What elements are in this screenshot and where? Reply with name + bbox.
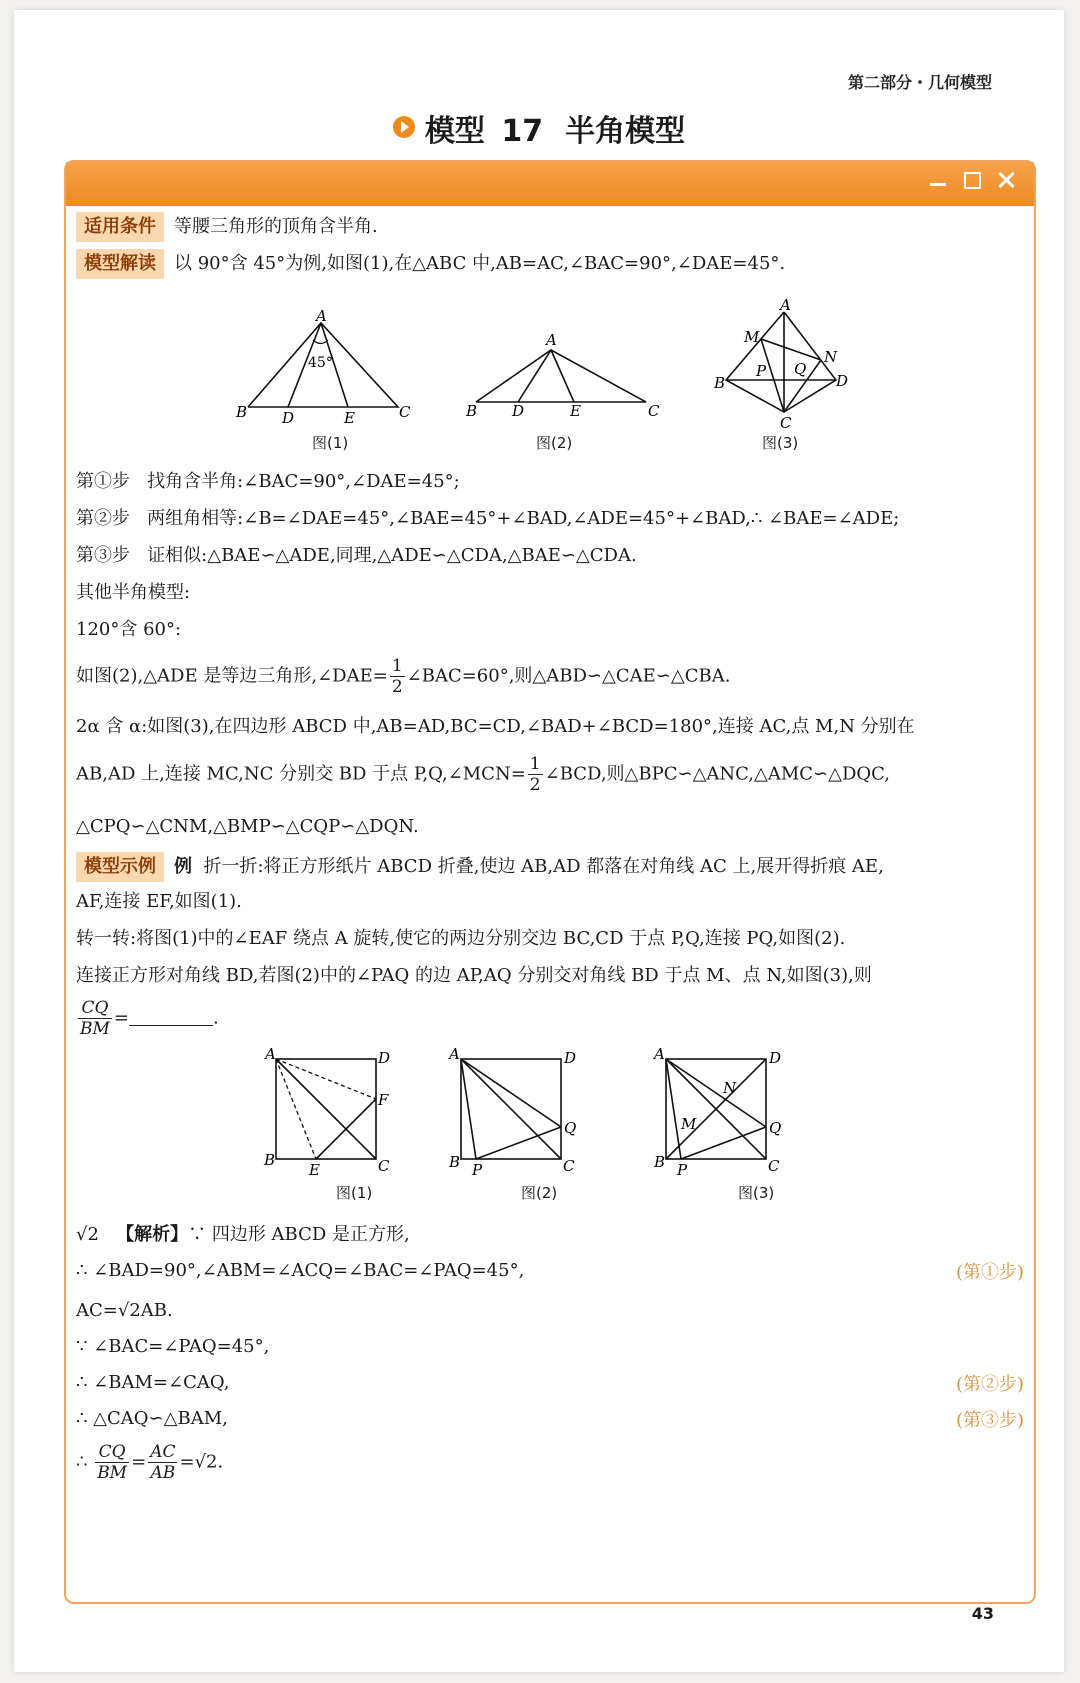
solution-frac-2 (148, 1442, 177, 1483)
case2a-line1: 2α 含 α:如图(3),在四边形 ABCD 中,AB=AD,BC=CD,∠BAD+∠BCD=180°,连接 AC,点 M,N 分别在 (76, 716, 915, 737)
fig-b2-label-Q: Q (564, 1119, 577, 1137)
fig1-label-A: A (316, 307, 327, 325)
fig-b2-label-D: D (564, 1049, 577, 1067)
window-controls (928, 170, 1016, 190)
example-lead: 例 (174, 856, 192, 877)
example-line1 (76, 852, 884, 882)
fig-b1-label-E: E (309, 1161, 320, 1179)
interpret-line (76, 249, 785, 279)
fig-b2-label-A: A (449, 1045, 460, 1063)
solution-frac-1-num: CQ (95, 1442, 129, 1463)
solution-step-tag-3: (第③步) (955, 1410, 1024, 1431)
case2a-line3: △CPQ∽△CNM,△BMP∽△CQP∽△DQN. (76, 816, 419, 837)
fig-b1-label-C: C (378, 1157, 390, 1175)
example-tag: 模型示例 (76, 852, 164, 882)
solution-line1 (76, 1222, 410, 1248)
example-question: $\frac{CQ}{BM}$ = . (80, 998, 219, 1039)
case2a-pre: AB,AD 上,连接 MC,NC 分别交 BD 于点 P,Q,∠MCN= (76, 763, 526, 785)
model-box (64, 160, 1036, 1604)
fig2-label-E: E (570, 402, 581, 420)
solution-frac-1-den: BM (97, 1463, 128, 1483)
fig-top-caption-1: 图(1) (312, 434, 349, 452)
fig3-label-Q: Q (794, 360, 807, 378)
minimize-icon[interactable] (928, 170, 948, 190)
case2a-frac-num: 1 (529, 754, 541, 774)
figure-bottom-1 (261, 1047, 406, 1182)
solution-l1: ∵ 四边形 ABCD 是正方形, (188, 1224, 410, 1245)
fig-bottom-caption-3: 图(3) (738, 1184, 775, 1202)
case120-frac-num: 1 (391, 656, 403, 676)
fig-b3-label-N: N (723, 1079, 737, 1097)
figure-bottom-2 (446, 1047, 591, 1182)
fig1-label-45: 45° (308, 355, 333, 371)
figure-bottom-3 (651, 1047, 796, 1182)
fig1-label-C: C (399, 403, 411, 421)
fig3-label-M: M (744, 328, 760, 346)
step-2 (76, 506, 899, 532)
case2a-line2 (76, 754, 890, 795)
fig-b3-label-Q: Q (769, 1119, 782, 1137)
interpret-text: 以 90°含 45°为例,如图(1),在△ABC 中,AB=AC,∠BAC=90°,∠DAE=45°. (174, 253, 786, 274)
case120-frac-den: 2 (391, 677, 403, 697)
solution-head: 【解析】 (116, 1224, 189, 1245)
fig2-label-B: B (466, 402, 478, 420)
question-eq: = (113, 1007, 129, 1029)
page (14, 10, 1064, 1672)
fig3-label-B: B (714, 374, 726, 392)
fig-b3-label-A: A (654, 1045, 665, 1063)
fig2-label-A: A (546, 331, 557, 349)
case120-post: ∠BAC=60°,则△ABD∽△CAE∽△CBA. (406, 665, 731, 687)
case120-fraction (390, 656, 405, 697)
fig3-label-C: C (780, 414, 792, 432)
case2a-fraction (528, 754, 543, 795)
question-fraction (78, 998, 112, 1039)
step-1-text: 找角含半角:∠BAC=90°,∠DAE=45°; (147, 471, 460, 492)
fig-b3-label-C: C (768, 1157, 780, 1175)
case120-line (76, 656, 730, 697)
step-3-text: 证相似:△BAE∽△ADE,同理,△ADE∽△CDA,△BAE∽△CDA. (147, 545, 637, 566)
fig3-label-P: P (756, 362, 767, 380)
fig3-label-D: D (836, 372, 849, 390)
close-icon[interactable] (996, 170, 1016, 190)
step-2-text: 两组角相等:∠B=∠DAE=45°,∠BAE=45°+∠BAD,∠ADE=45°+∠BAD,∴ ∠BAE=∠ADE; (147, 508, 900, 529)
fig-b1-label-A: A (265, 1045, 276, 1063)
solution-line7 (76, 1442, 223, 1483)
fig-b1-label-F: F (378, 1091, 389, 1109)
fig1-label-E: E (344, 409, 355, 427)
fig-b2-label-P: P (472, 1161, 483, 1179)
fig-b2-label-B: B (449, 1153, 461, 1171)
fig1-label-D: D (282, 409, 295, 427)
solution-frac-2-num: AC (150, 1442, 176, 1462)
fig-b3-label-M: M (681, 1115, 697, 1133)
solution-step-tag-1: (第①步) (955, 1262, 1024, 1283)
step-1 (76, 469, 460, 495)
example-line4: 连接正方形对角线 BD,若图(2)中的∠PAQ 的边 AP,AQ 分别交对角线 BD 于点 M、点 N,如图(3),则 (76, 965, 872, 986)
fig-top-caption-2: 图(2) (536, 434, 573, 452)
figure-top-1 (236, 307, 426, 427)
fig2-label-C: C (648, 402, 660, 420)
fig-b2-label-C: C (563, 1157, 575, 1175)
fig-b3-label-D: D (769, 1049, 782, 1067)
fig-b3-label-B: B (654, 1153, 666, 1171)
solution-frac-2-den: AB (150, 1463, 176, 1483)
solution-frac-1 (95, 1442, 129, 1483)
fig-b1-label-B: B (264, 1151, 276, 1169)
step-3-label: 第③步 (76, 545, 130, 566)
solution-result: =√2. (179, 1451, 224, 1473)
other-title: 其他半角模型: (76, 582, 191, 603)
conditions-tag: 适用条件 (76, 212, 164, 242)
fig-b3-label-P: P (677, 1161, 688, 1179)
conditions-line (76, 212, 378, 242)
step-2-label: 第②步 (76, 508, 130, 529)
answer-blank[interactable] (129, 1007, 213, 1026)
fig3-label-N: N (824, 348, 838, 366)
fig-bottom-caption-2: 图(2) (521, 1184, 558, 1202)
question-frac-den: BM (80, 1019, 110, 1039)
case120-pre: 如图(2),△ADE 是等边三角形,∠DAE= (76, 665, 388, 687)
fig-b1-label-D: D (378, 1049, 391, 1067)
page-number: 43 (971, 1604, 994, 1623)
conditions-text: 等腰三角形的顶角含半角. (174, 216, 378, 237)
page-title (14, 106, 1064, 150)
step-1-label: 第①步 (76, 471, 130, 492)
figure-top-2 (466, 332, 666, 422)
case2a-frac-den: 2 (529, 775, 541, 795)
solution-step-tag-2: (第②步) (955, 1374, 1024, 1395)
example-line2: AF,连接 EF,如图(1). (76, 891, 242, 912)
maximize-icon[interactable] (962, 170, 982, 190)
fig2-label-D: D (512, 402, 525, 420)
solution-line5: ∴ ∠BAM=∠CAQ, (76, 1372, 230, 1393)
example-text1: 折一折:将正方形纸片 ABCD 折叠,使边 AB,AD 都落在对角线 AC 上,展开得折痕 AE, (203, 856, 884, 877)
fig-bottom-caption-1: 图(1) (336, 1184, 373, 1202)
interpret-tag: 模型解读 (76, 249, 164, 279)
fig-top-caption-3: 图(3) (762, 434, 799, 452)
example-line3: 转一转:将图(1)中的∠EAF 绕点 A 旋转,使它的两边分别交边 BC,CD 于点 P,Q,连接 PQ,如图(2). (76, 928, 846, 949)
title-number: 17 (501, 114, 544, 149)
solution-line3: AC=√2AB. (76, 1300, 173, 1321)
question-frac-num: CQ (78, 998, 112, 1019)
case120-title: 120°含 60°: (76, 619, 182, 640)
fig1-label-B: B (236, 403, 248, 421)
title-prefix: 模型 (424, 114, 485, 149)
box-title-bar (66, 162, 1034, 206)
solution-line6: ∴ △CAQ∽△BAM, (76, 1408, 228, 1429)
play-icon (393, 116, 415, 138)
solution-answer: √2 (76, 1224, 99, 1245)
case2a-post: ∠BCD,则△BPC∽△ANC,△AMC∽△DQC, (544, 763, 891, 785)
solution-therefore: ∴ (76, 1451, 88, 1473)
solution-line4: ∵ ∠BAC=∠PAQ=45°, (76, 1336, 270, 1357)
solution-line2: ∴ ∠BAD=90°,∠ABM=∠ACQ=∠BAC=∠PAQ=45°, (76, 1260, 525, 1281)
title-name: 半角模型 (565, 114, 686, 149)
running-head: 第二部分・几何模型 (847, 73, 992, 92)
solution-eq: = (131, 1451, 147, 1473)
fig3-label-A: A (780, 296, 791, 314)
step-3 (76, 543, 637, 569)
figure-top-3 (706, 296, 849, 432)
